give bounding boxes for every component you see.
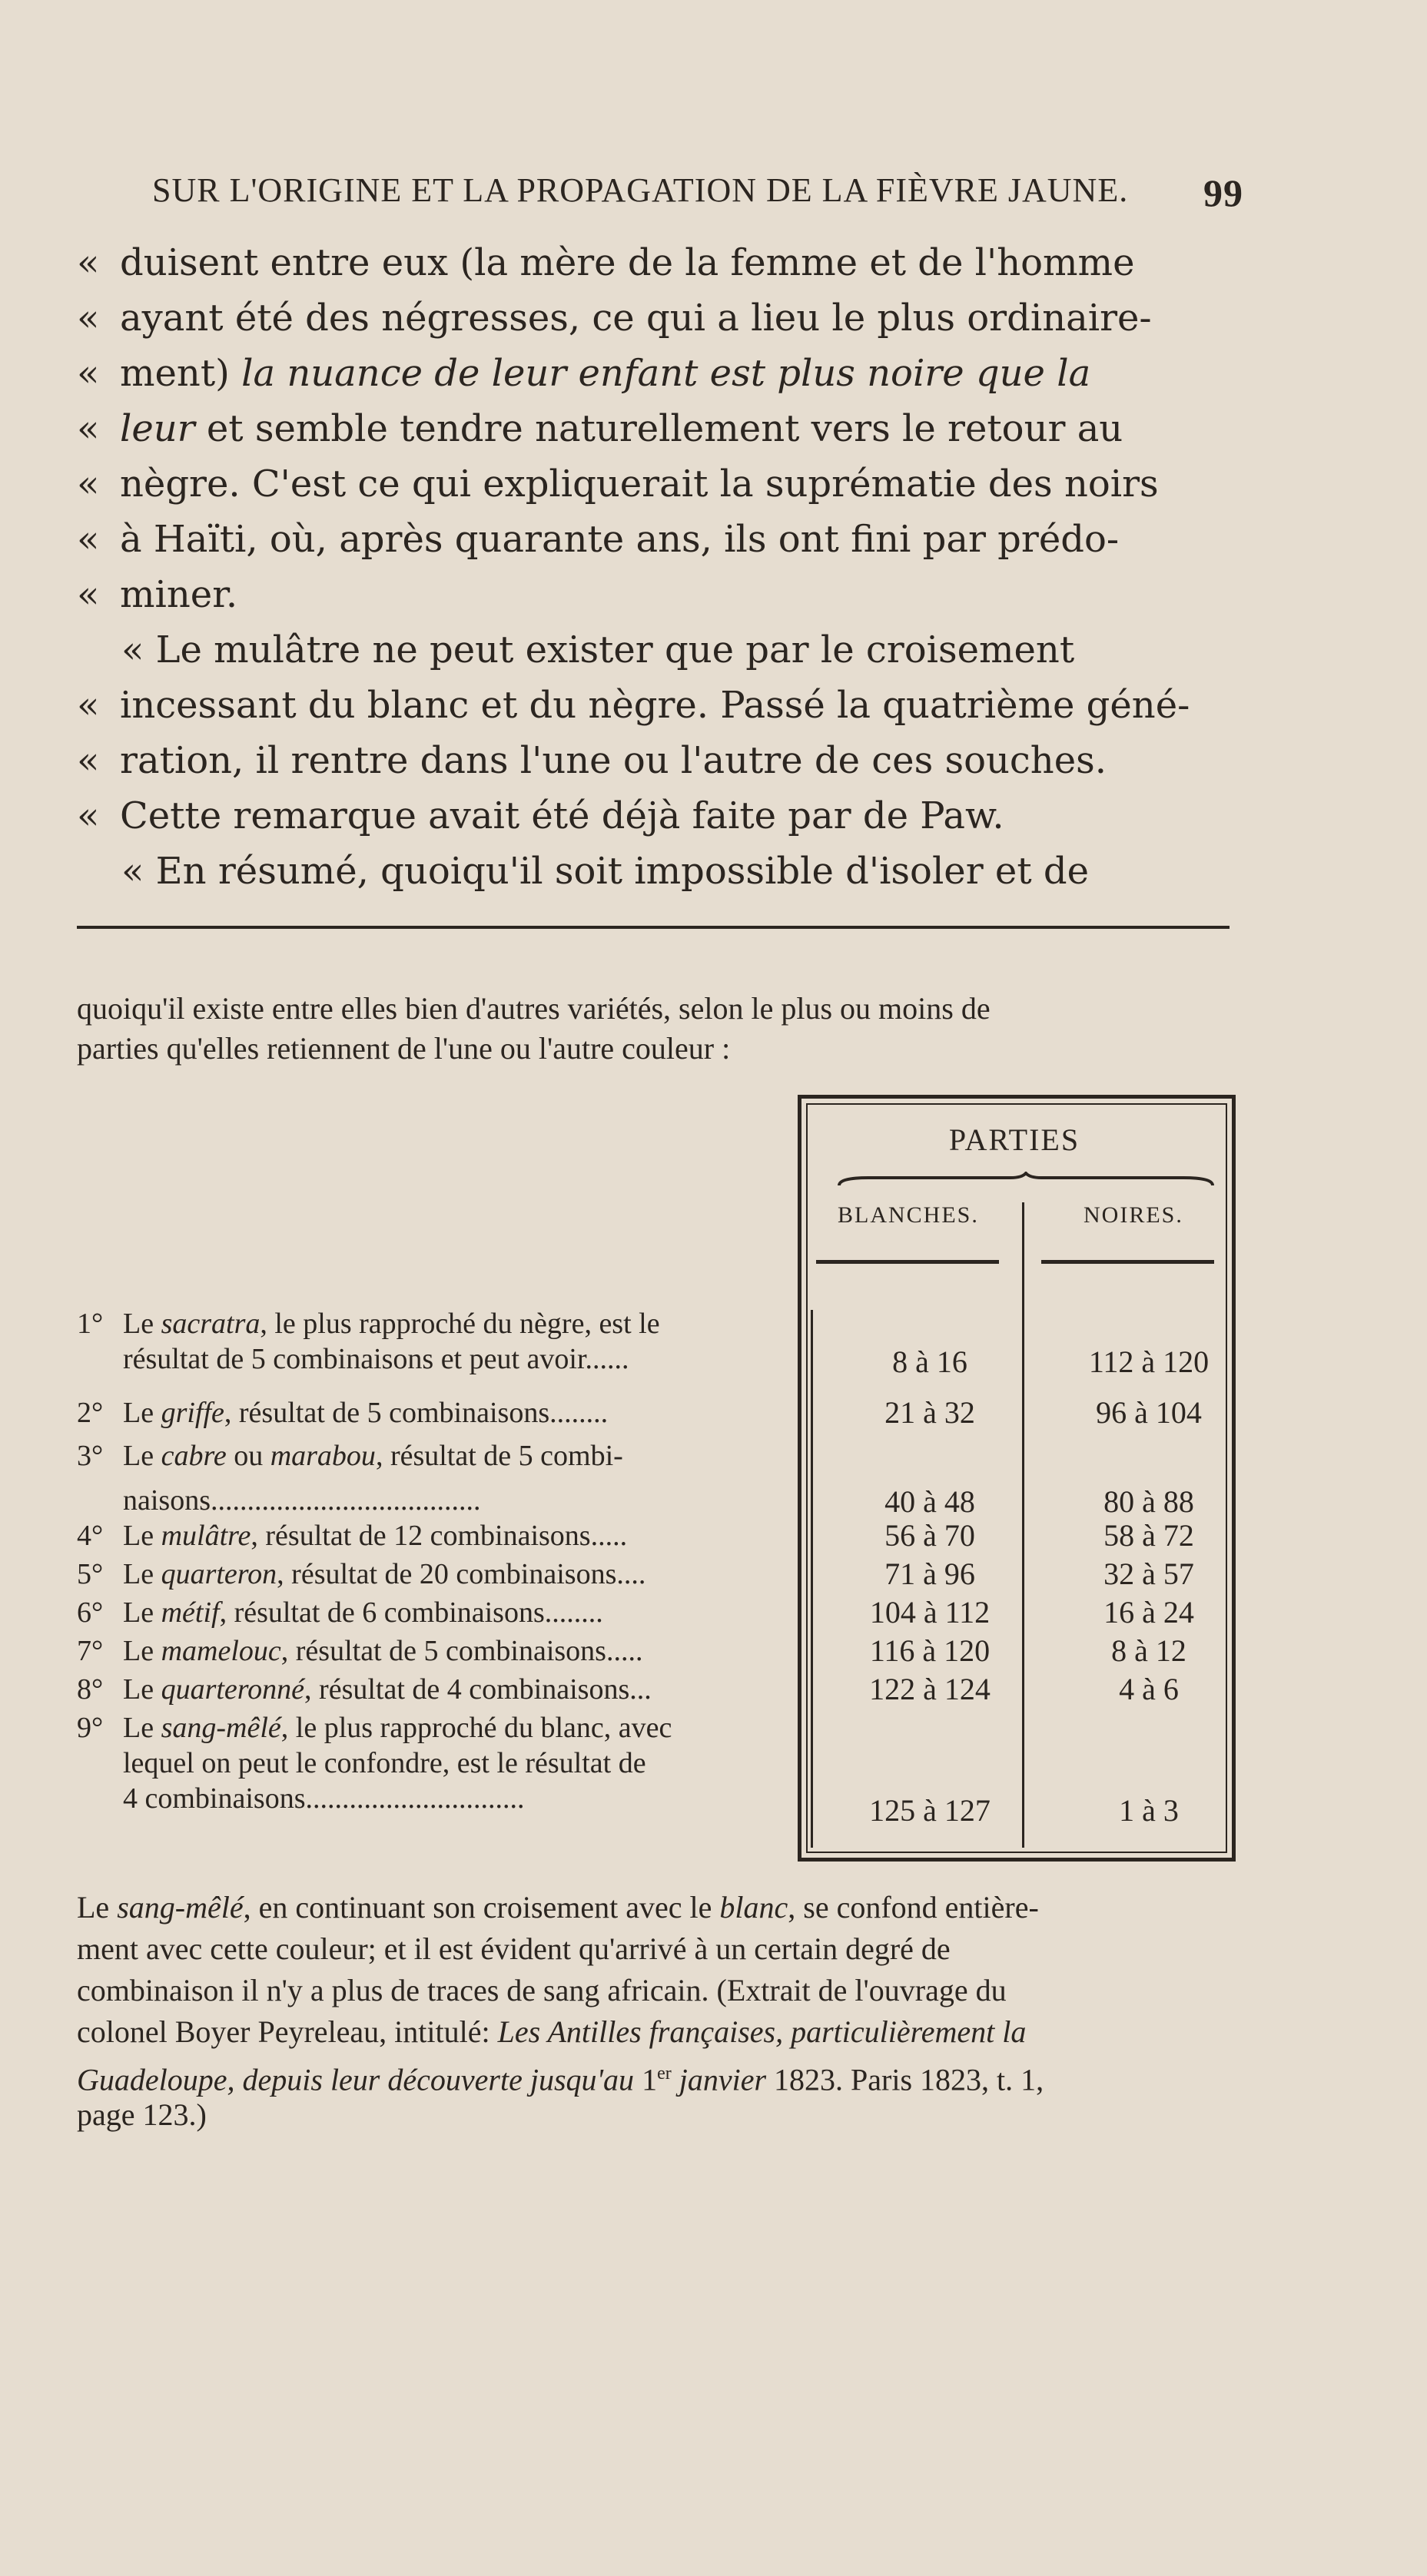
cell-blanches: 71 à 96 xyxy=(884,1557,975,1591)
note-line: Le sang-mêlé, en continuant son croisement avec le blanc, se confond entière- xyxy=(77,1890,1039,1925)
body-line: « à Haïti, où, après quarante ans, ils ont fini par prédo- xyxy=(77,518,1120,561)
row-label: 2° Le griffe, résultat de 5 combinaisons........ xyxy=(77,1397,609,1429)
cell-noires: 96 à 104 xyxy=(1096,1395,1202,1430)
note-line: Guadeloupe, depuis leur découverte jusqu'au 1er janvier 1823. Paris 1823, t. 1, xyxy=(77,2062,1044,2097)
cell-noires: 1 à 3 xyxy=(1119,1793,1179,1828)
cell-noires: 58 à 72 xyxy=(1103,1518,1194,1553)
row-label: 8° Le quarteronné, résultat de 4 combinaisons... xyxy=(77,1673,652,1706)
note-line: combinaison il n'y a plus de traces de sang africain. (Extrait de l'ouvrage du xyxy=(77,1973,1007,2007)
cell-noires: 80 à 88 xyxy=(1103,1484,1194,1519)
body-line: « nègre. C'est ce qui expliquerait la suprématie des noirs xyxy=(77,462,1159,506)
cell-noires: 112 à 120 xyxy=(1088,1344,1210,1379)
body-line: « ment) la nuance de leur enfant est plus noire que la xyxy=(77,352,1091,395)
row-label: 7° Le mamelouc, résultat de 5 combinaisons..... xyxy=(77,1635,643,1667)
running-head xyxy=(152,171,1243,217)
footnote-rule xyxy=(77,926,1230,929)
cell-blanches: 56 à 70 xyxy=(884,1518,975,1553)
cell-blanches: 122 à 124 xyxy=(869,1672,991,1706)
col-header-noires: NOIRES. xyxy=(1084,1202,1183,1228)
note-line: colonel Boyer Peyreleau, intitulé: Les Antilles françaises, particulièrement la xyxy=(77,2014,1027,2049)
cell-blanches: 116 à 120 xyxy=(869,1633,991,1668)
cell-blanches: 104 à 112 xyxy=(869,1595,991,1629)
col-underline xyxy=(816,1260,999,1264)
body-line: « Cette remarque avait été déjà faite par de Paw. xyxy=(77,794,1004,837)
col-underline xyxy=(1041,1260,1214,1264)
note-line: ment avec cette couleur; et il est évident qu'arrivé à un certain degré de xyxy=(77,1931,951,1966)
table-group-header: PARTIES xyxy=(948,1122,1080,1157)
cell-noires: 4 à 6 xyxy=(1119,1672,1179,1706)
column-divider xyxy=(811,1310,813,1848)
body-line: « duisent entre eux (la mère de la femme et de l'homme xyxy=(77,241,1135,284)
row-label: 5° Le quarteron, résultat de 20 combinaisons.... xyxy=(77,1558,646,1590)
body-line: « leur et semble tendre naturellement vers le retour au xyxy=(77,407,1123,450)
running-title: SUR L'ORIGINE ET LA PROPAGATION DE LA FIÈVRE JAUNE. xyxy=(152,171,1129,209)
row-label: 9° Le sang-mêlé, le plus rapproché du blanc, avec lequel on peut le confondre, est le résultat de 4 combinaisons.............................. xyxy=(77,1712,672,1815)
body-line: « incessant du blanc et du nègre. Passé la quatrième géné- xyxy=(77,684,1190,727)
body-line: « En résumé, quoiqu'il soit impossible d'isoler et de xyxy=(121,850,1089,893)
note-line: page 123.) xyxy=(77,2097,207,2132)
cell-noires: 32 à 57 xyxy=(1103,1557,1194,1591)
row-label: 4° Le mulâtre, résultat de 12 combinaisons..... xyxy=(77,1520,628,1552)
note-line: parties qu'elles retiennent de l'une ou l'autre couleur : xyxy=(77,1031,731,1066)
row-label: 3° Le cabre ou marabou, résultat de 5 combi- naisons..................................... xyxy=(77,1440,623,1517)
cell-noires: 8 à 12 xyxy=(1111,1633,1186,1668)
col-header-blanches: BLANCHES. xyxy=(838,1202,979,1228)
body-line: « miner. xyxy=(77,573,238,616)
body-line: « ration, il rentre dans l'une ou l'autre de ces souches. xyxy=(77,739,1107,782)
body-line: « ayant été des négresses, ce qui a lieu le plus ordinaire- xyxy=(77,297,1152,340)
cell-noires: 16 à 24 xyxy=(1103,1595,1194,1629)
row-label: 1° Le sacratra, le plus rapproché du nègre, est le résultat de 5 combinaisons et peut avoir...... xyxy=(77,1308,660,1375)
table-row xyxy=(77,1306,1237,1378)
cell-blanches: 40 à 48 xyxy=(884,1484,975,1519)
brace-icon xyxy=(838,1172,1214,1189)
page-number: 99 xyxy=(1203,171,1243,214)
note-line: quoiqu'il existe entre elles bien d'autres variétés, selon le plus ou moins de xyxy=(77,991,991,1026)
cell-blanches: 21 à 32 xyxy=(884,1395,975,1430)
body-line: « Le mulâtre ne peut exister que par le croisement xyxy=(121,628,1075,671)
cell-blanches: 125 à 127 xyxy=(869,1793,991,1828)
row-label: 6° Le métif, résultat de 6 combinaisons........ xyxy=(77,1596,603,1629)
cell-blanches: 8 à 16 xyxy=(892,1344,967,1379)
